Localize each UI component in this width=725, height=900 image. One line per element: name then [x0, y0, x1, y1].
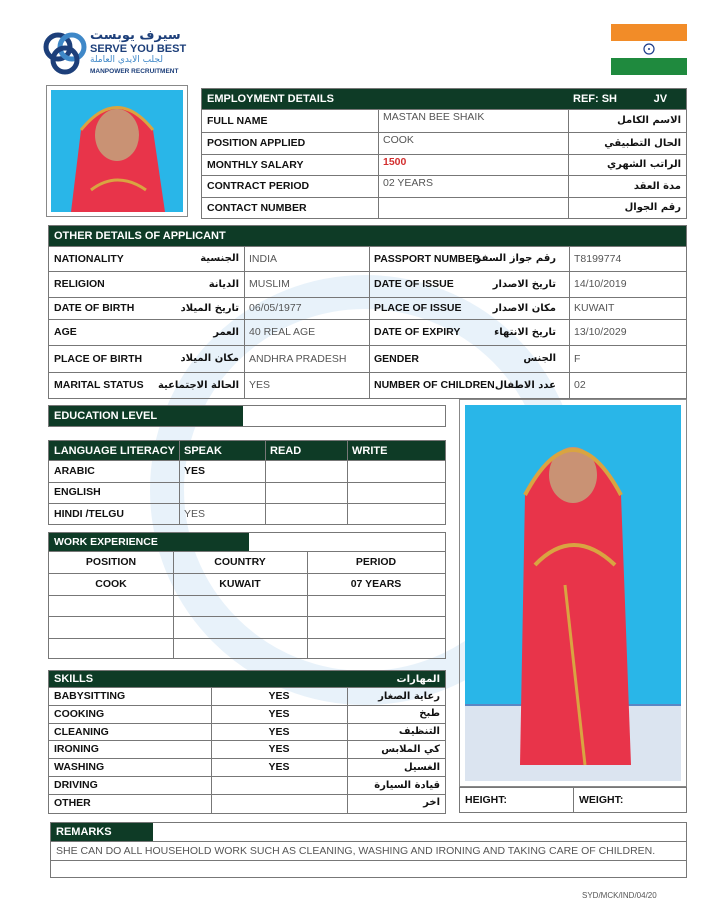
other-left-arabic-0: الجنسية	[200, 253, 239, 264]
language-cell-0-3	[347, 460, 445, 481]
skill-arabic-6: اخر	[423, 797, 440, 809]
skills-header-arabic: المهارات	[275, 671, 445, 687]
language-cell-2-1: YES	[184, 507, 206, 520]
other-right-value-0: T8199774	[574, 252, 622, 265]
remarks-box	[50, 822, 687, 878]
other-right-value-4: F	[574, 352, 581, 365]
logo-name: SERVE YOU BEST	[90, 43, 187, 55]
ref-number: REF: SH JV	[568, 89, 686, 109]
skill-value-5	[211, 776, 347, 794]
india-flag	[611, 24, 687, 75]
other-right-label-2: PLACE OF ISSUE	[374, 302, 462, 314]
other-right-arabic-5: عدد الاطفال	[494, 379, 556, 391]
employment-label-1: POSITION APPLIED	[207, 137, 306, 149]
work-column-2: PERIOD	[355, 556, 397, 568]
employment-arabic-3: مدة العقد	[633, 180, 681, 192]
work-cell-1-0	[49, 595, 173, 616]
skill-value-1: YES	[268, 707, 290, 720]
other-left-value-3: 40 REAL AGE	[249, 326, 316, 338]
education-level-label: EDUCATION LEVEL	[49, 406, 243, 426]
other-details-table	[48, 225, 687, 399]
height-label: HEIGHT:	[460, 788, 574, 812]
logo-tagline: MANPOWER RECRUITMENT	[90, 68, 179, 75]
language-cell-2-0: HINDI /TELGU	[54, 507, 124, 520]
applicant-photo-full	[459, 399, 687, 787]
work-cell-2-2	[307, 616, 445, 637]
skill-label-6: OTHER	[54, 796, 91, 809]
weight-label: WEIGHT:	[579, 794, 624, 806]
other-left-label-0: NATIONALITY	[54, 252, 124, 265]
other-right-label-0: PASSPORT NUMBER	[374, 252, 480, 265]
skill-value-2: YES	[268, 725, 290, 738]
employment-value-3: 02 YEARS	[383, 177, 434, 189]
employment-value-2: 1500	[383, 156, 407, 168]
work-experience-table	[48, 532, 446, 659]
language-cell-2-2	[265, 503, 347, 524]
other-left-label-2: DATE OF BIRTH	[54, 302, 135, 314]
other-left-arabic-4: مكان الميلاد	[180, 353, 239, 364]
skill-value-6	[211, 794, 347, 812]
skills-table	[48, 670, 446, 814]
employment-label-0: FULL NAME	[207, 114, 268, 127]
employment-label-4: CONTACT NUMBER	[207, 201, 307, 214]
employment-arabic-2: الراتب الشهري	[607, 159, 681, 170]
logo-mark-icon	[42, 30, 88, 76]
education-level-row	[48, 405, 446, 427]
employment-value-4	[378, 197, 568, 218]
employment-label-3: CONTRACT PERIOD	[207, 180, 310, 192]
ashoka-chakra-icon	[643, 43, 655, 55]
other-right-value-1: 14/10/2019	[574, 278, 627, 290]
other-right-value-5: 02	[574, 379, 586, 391]
remarks-header: REMARKS	[51, 823, 153, 841]
other-left-label-5: MARITAL STATUS	[54, 379, 144, 391]
other-left-value-4: ANDHRA PRADESH	[249, 352, 347, 365]
other-left-value-0: INDIA	[249, 252, 278, 265]
skill-label-3: IRONING	[54, 743, 99, 756]
employment-arabic-4: رقم الجوال	[624, 202, 681, 213]
skill-arabic-4: الغسيل	[403, 761, 440, 773]
work-experience-header: WORK EXPERIENCE	[49, 533, 249, 551]
other-left-arabic-1: الديانة	[208, 278, 239, 290]
work-cell-3-0	[49, 638, 173, 659]
work-cell-0-1: KUWAIT	[219, 577, 261, 590]
work-cell-0-2: 07 YEARS	[350, 577, 402, 590]
skill-value-3: YES	[268, 743, 290, 756]
other-left-arabic-5: الحالة الاجتماعية	[157, 379, 239, 391]
company-logo	[42, 30, 192, 80]
language-header-3: WRITE	[347, 441, 445, 460]
employment-details-table	[201, 88, 687, 219]
other-left-arabic-2: تاريخ الميلاد	[180, 302, 239, 314]
other-right-arabic-0: رقم جواز السفر	[475, 253, 556, 264]
skills-header: SKILLS	[49, 671, 275, 687]
other-left-value-2: 06/05/1977	[249, 302, 302, 314]
work-cell-0-0: COOK	[95, 577, 127, 590]
language-header-2: READ	[265, 441, 347, 460]
other-right-label-5: NUMBER OF CHILDREN	[374, 379, 495, 391]
work-column-1: COUNTRY	[214, 556, 266, 568]
employment-details-header: EMPLOYMENT DETAILS	[202, 89, 568, 109]
language-cell-0-2	[265, 460, 347, 481]
other-left-value-1: MUSLIM	[249, 278, 290, 290]
employment-label-2: MONTHLY SALARY	[207, 158, 304, 171]
language-cell-0-1: YES	[184, 464, 206, 477]
skill-label-5: DRIVING	[54, 779, 98, 791]
other-left-value-5: YES	[249, 379, 271, 391]
language-cell-1-1	[179, 482, 265, 503]
work-cell-2-0	[49, 616, 173, 637]
other-right-value-2: KUWAIT	[574, 302, 615, 314]
language-header-0: LANGUAGE LITERACY	[49, 441, 179, 460]
document-code: SYD/MCK/IND/04/20	[582, 891, 657, 900]
skill-label-4: WASHING	[54, 761, 105, 774]
language-cell-0-0: ARABIC	[54, 464, 95, 477]
other-right-arabic-4: الجنس	[523, 353, 556, 364]
work-cell-1-2	[307, 595, 445, 616]
other-left-label-4: PLACE OF BIRTH	[54, 352, 143, 365]
other-right-arabic-2: مكان الاصدار	[492, 302, 556, 314]
education-level-value	[243, 406, 445, 426]
skill-value-0: YES	[268, 690, 290, 702]
skill-arabic-3: كي الملابس	[381, 743, 440, 755]
skill-arabic-0: رعاية الصغار	[378, 690, 440, 702]
language-header-1: SPEAK	[179, 441, 265, 460]
other-right-label-4: GENDER	[374, 352, 419, 365]
skill-arabic-1: طبخ	[419, 708, 440, 720]
skill-label-0: BABYSITTING	[54, 690, 126, 702]
other-left-label-1: RELIGION	[54, 278, 105, 290]
work-cell-1-1	[173, 595, 307, 616]
employment-arabic-0: الاسم الكامل	[617, 115, 681, 126]
language-cell-1-2	[265, 482, 347, 503]
applicant-photo-small	[46, 85, 188, 217]
skill-arabic-5: قيادة السيارة	[374, 779, 440, 791]
skill-label-1: COOKING	[54, 707, 105, 720]
other-left-arabic-3: العمر	[213, 326, 239, 338]
other-details-header: OTHER DETAILS OF APPLICANT	[49, 226, 686, 246]
other-right-value-3: 13/10/2029	[574, 326, 627, 338]
employment-value-0: MASTAN BEE SHAIK	[383, 111, 485, 123]
skill-label-2: CLEANING	[54, 725, 109, 738]
other-right-label-3: DATE OF EXPIRY	[374, 326, 461, 338]
language-cell-2-3	[347, 503, 445, 524]
logo-arabic-sub: لجلب الايدي العاملة	[90, 55, 163, 65]
skill-arabic-2: التنظيف	[398, 726, 440, 738]
work-cell-3-1	[173, 638, 307, 659]
other-right-label-1: DATE OF ISSUE	[374, 278, 454, 290]
employment-arabic-1: الحال التطبيقي	[604, 137, 681, 149]
work-cell-2-1	[173, 616, 307, 637]
other-right-arabic-3: تاريخ الانتهاء	[494, 326, 556, 338]
language-table	[48, 440, 446, 525]
skill-value-4: YES	[268, 761, 290, 774]
language-cell-1-0: ENGLISH	[54, 486, 101, 498]
remarks-text: SHE CAN DO ALL HOUSEHOLD WORK SUCH AS CLEANING, WASHING AND IRONING AND TAKING CARE OF CHILDREN.	[56, 845, 656, 857]
language-cell-1-3	[347, 482, 445, 503]
height-weight-row	[459, 787, 687, 813]
logo-arabic: سيرف يوبست	[90, 28, 181, 43]
work-cell-3-2	[307, 638, 445, 659]
other-left-label-3: AGE	[54, 326, 77, 338]
employment-value-1: COOK	[383, 134, 414, 146]
work-column-0: POSITION	[85, 556, 137, 568]
other-right-arabic-1: تاريخ الاصدار	[492, 278, 556, 290]
